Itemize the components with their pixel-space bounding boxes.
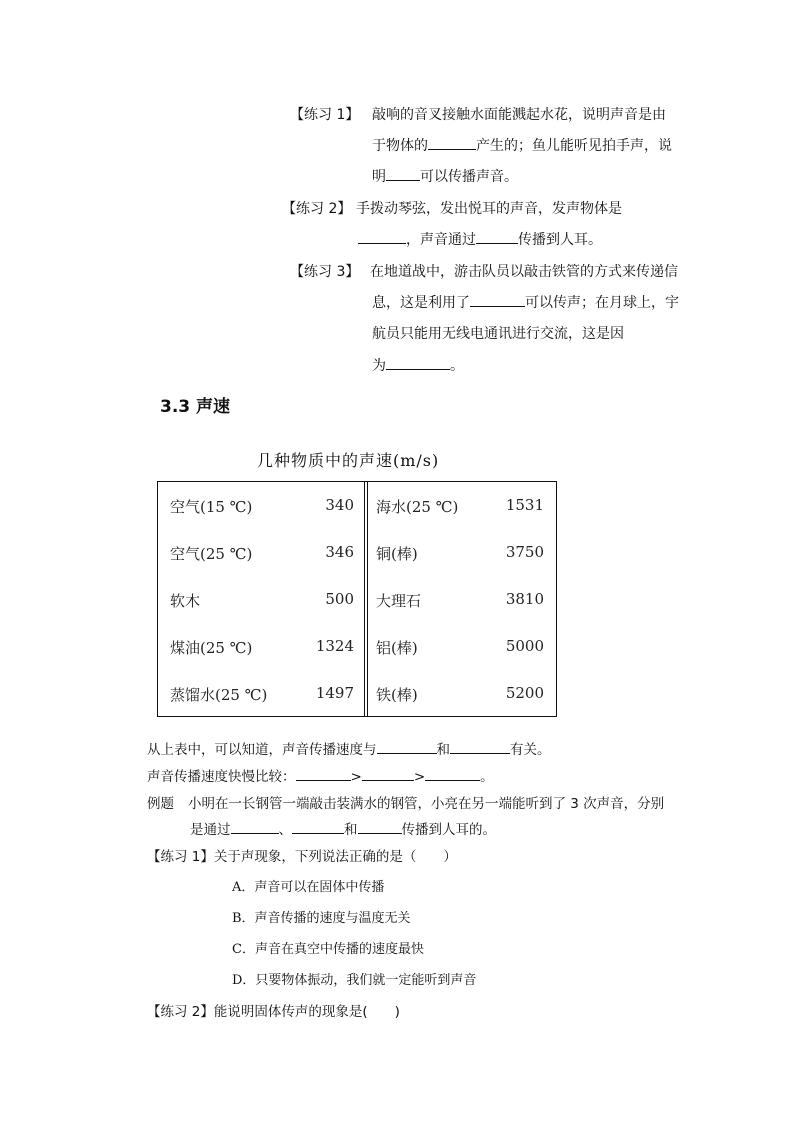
mc-practice-2	[147, 1000, 400, 1020]
table-cell-material: 大理石	[376, 592, 422, 610]
table-cell-speed: 500	[325, 590, 354, 608]
question: 关于声现象，下列说法正确的是（ ）	[213, 849, 457, 865]
practice-1-tag: 【练习 1】	[290, 107, 360, 123]
text: 小明在一长钢管一端敲击装满水的钢管，小亮在另一端能听到了 3 次声音，分别	[188, 796, 665, 812]
table-cell-speed: 3750	[505, 543, 544, 561]
text: 明	[372, 169, 386, 185]
practice-3-line-3: 航员只能用无线电通讯进行交流，这是因	[372, 326, 624, 342]
text: 和	[344, 822, 358, 838]
text: 传播到人耳的。	[401, 822, 496, 838]
table-cell-speed: 346	[325, 543, 354, 561]
text: 可以传播声音。	[420, 169, 518, 185]
table-cell-material: 煤油(25 ℃)	[170, 639, 253, 657]
answer-blank[interactable]	[386, 355, 450, 370]
text: 从上表中，可以知道，声音传播速度与	[147, 742, 377, 758]
table-cell-material: 铝(棒)	[376, 639, 418, 657]
practice-tag: 【练习 2】	[147, 1004, 214, 1020]
table-title: 几种物质中的声速(m/s)	[257, 451, 440, 470]
example-line-1	[147, 792, 664, 812]
practice-1-line-1: 敲响的音叉接触水面能溅起水花，说明声音是由	[372, 107, 666, 123]
table-cell-material: 铜(棒)	[376, 545, 418, 563]
table-cell-material: 铁(棒)	[376, 686, 418, 704]
answer-blank[interactable]	[428, 135, 476, 150]
text: 有关。	[510, 742, 551, 758]
practice-2-tag: 【练习 2】	[282, 201, 352, 217]
text: 产生的；鱼儿能听见拍手声，说	[476, 138, 672, 154]
text: 。	[480, 769, 494, 785]
answer-blank[interactable]	[292, 819, 344, 834]
text: 。	[450, 358, 464, 374]
answer-blank[interactable]	[362, 766, 414, 781]
text: 是通过	[190, 822, 231, 838]
practice-2-line-2	[358, 229, 602, 249]
option-c[interactable]: C．声音在真空中传播的速度最快	[232, 942, 424, 957]
table-cell-speed: 1324	[315, 637, 354, 655]
answer-blank[interactable]	[296, 766, 351, 781]
answer-blank[interactable]	[425, 766, 480, 781]
table-cell-material: 空气(15 ℃)	[170, 498, 253, 516]
practice-3-line-1: 在地道战中，游击队员以敲击铁管的方式来传递信	[370, 264, 678, 280]
example-label: 例题	[147, 796, 174, 812]
answer-blank[interactable]	[470, 292, 525, 307]
practice-tag: 【练习 1】	[147, 849, 214, 865]
option-b[interactable]: B．声音传播的速度与温度无关	[232, 911, 411, 926]
table-cell-material: 软木	[170, 592, 201, 610]
answer-blank[interactable]	[386, 166, 420, 181]
table-cell-material: 空气(25 ℃)	[170, 545, 253, 563]
practice-2-line-1: 手拨动琴弦，发出悦耳的声音，发声物体是	[356, 201, 622, 217]
table-cell-material: 海水(25 ℃)	[376, 498, 459, 516]
answer-blank[interactable]	[450, 739, 510, 754]
answer-blank[interactable]	[231, 819, 279, 834]
text: >	[413, 769, 426, 785]
table-cell-speed: 5000	[505, 637, 544, 655]
conclusion-line-1	[147, 738, 551, 758]
practice-3-tag: 【练习 3】	[290, 264, 360, 280]
table-cell-material: 蒸馏水(25 ℃)	[170, 686, 268, 704]
text: 息，这是利用了	[372, 295, 470, 311]
table-cell-speed: 1497	[315, 684, 354, 702]
speed-table	[157, 481, 557, 717]
text: 声音传播速度快慢比较：	[147, 769, 296, 785]
answer-blank[interactable]	[377, 739, 437, 754]
answer-blank[interactable]	[358, 229, 406, 244]
table-divider	[364, 482, 368, 716]
table-cell-speed: 1531	[505, 496, 544, 514]
practice-1-line-3	[372, 166, 518, 186]
conclusion-line-2	[147, 765, 494, 785]
option-a[interactable]: A．声音可以在固体中传播	[232, 880, 385, 895]
section-title: 3.3 声速	[160, 397, 231, 417]
text: 和	[436, 742, 450, 758]
text: 于物体的	[372, 138, 428, 154]
text: >	[350, 769, 362, 785]
practice-3-line-4	[372, 355, 464, 375]
practice-3-line-2	[372, 292, 679, 312]
answer-blank[interactable]	[476, 229, 518, 244]
text: 可以传声；在月球上，宇	[525, 295, 679, 311]
table-cell-speed: 3810	[505, 590, 544, 608]
text: 为	[372, 358, 386, 374]
answer-blank[interactable]	[358, 819, 402, 834]
table-cell-speed: 340	[325, 496, 354, 514]
table-cell-speed: 5200	[505, 684, 544, 702]
question: 能说明固体传声的现象是( )	[213, 1004, 400, 1020]
mc-practice-1	[147, 845, 457, 865]
practice-1-line-2	[372, 135, 672, 155]
text: 传播到人耳。	[518, 232, 602, 248]
text: 、	[278, 822, 292, 838]
option-d[interactable]: D．只要物体振动，我们就一定能听到声音	[232, 973, 477, 988]
text: ，声音通过	[406, 232, 476, 248]
example-line-2	[190, 818, 496, 838]
